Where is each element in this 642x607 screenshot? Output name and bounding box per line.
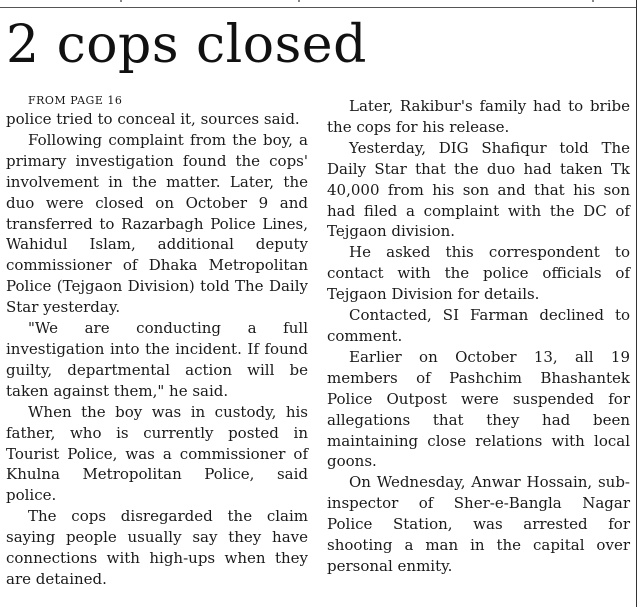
right-column-border xyxy=(636,0,637,607)
previous-article-remnant xyxy=(40,0,630,6)
right-column xyxy=(327,96,630,577)
paragraph: "We are conducting a full investigation into the incident. If found guilty, departmental action will be taken against them," he said. xyxy=(6,319,308,400)
paragraph: He asked this correspondent to contact with the police officials of Tejgaon Division for details. xyxy=(327,243,630,304)
paragraph: When the boy was in custody, his father, who is currently posted in Tourist Police, was a commissioner of Khulna Metropolitan Police, said police. xyxy=(6,402,308,505)
paragraph: Contacted, SI Farman declined to comment. xyxy=(327,306,630,345)
jump-line: FROM PAGE 16 xyxy=(28,94,123,107)
headline: 2 cops closed xyxy=(6,15,367,75)
paragraph: Later, Rakibur's family had to bribe the cops for his release. xyxy=(327,97,630,136)
paragraph: Earlier on October 13, all 19 members of Pashchim Bhashantek Police Outpost were suspended for allegations that they had been maintaining close relations with local goons. xyxy=(327,347,630,471)
paragraph: The cops disregarded the claim saying people usually say they have connections with high-ups when they are detained. xyxy=(6,507,308,588)
left-column xyxy=(6,93,308,590)
paragraph: police tried to conceal it, sources said. xyxy=(6,110,300,128)
paragraph: Following complaint from the boy, a primary investigation found the cops' involvement in the matter. Later, the duo were closed on October 9 and transferred to Razarbagh Police Lines, Wahidul Islam, additional deputy commissioner of Dhaka Metropolitan Police (Tejgaon Division) told The Daily Star yesterday. xyxy=(6,130,308,317)
top-divider xyxy=(0,7,636,8)
paragraph: On Wednesday, Anwar Hossain, sub-inspector of Sher-e-Bangla Nagar Police Station, was arrested for shooting a man in the capital over personal enmity. xyxy=(327,473,630,575)
paragraph: Yesterday, DIG Shafiqur told The Daily Star that the duo had taken Tk 40,000 from his son and that his son had filed a complaint with the DC of Tejgaon division. xyxy=(327,138,630,241)
